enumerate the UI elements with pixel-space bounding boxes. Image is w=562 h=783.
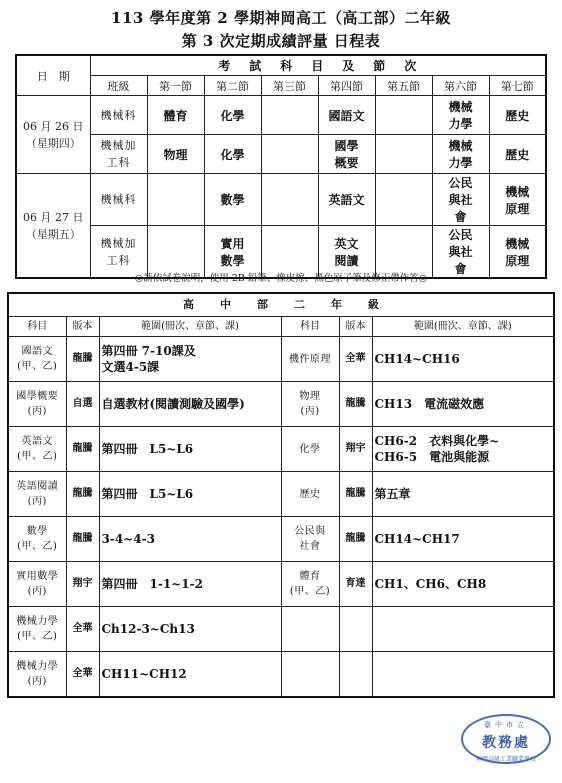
publisher-cell: 全華 (66, 652, 99, 698)
exam-subject-cell: 化學 (204, 135, 261, 174)
range-cell (372, 607, 554, 652)
period-header: 第七節 (489, 76, 546, 96)
subject-cell: 英語閱讀 (丙) (8, 472, 66, 517)
subject-cell: 國學概要 (丙) (8, 382, 66, 427)
date-header: 日 期 (16, 55, 90, 96)
range-row (8, 607, 554, 652)
range-row (8, 337, 554, 382)
exam-subject-cell (375, 96, 432, 135)
exam-header: 考試科目及節次 (90, 55, 546, 76)
col-publisher: 版本 (66, 317, 99, 337)
office-stamp: 臺中市立 教務處 神岡高級工業職業學校 (461, 714, 551, 764)
range-cell: 第五章 (372, 472, 554, 517)
range-row (8, 652, 554, 698)
range-cell: 第四冊 L5~L6 (99, 427, 281, 472)
range-cell: CH14~CH17 (372, 517, 554, 562)
range-row (8, 562, 554, 607)
exam-subject-cell: 公民與社會 (432, 226, 489, 279)
publisher-cell (339, 607, 372, 652)
subject-cell: 實用數學 (丙) (8, 562, 66, 607)
class-cell: 機械科 (90, 96, 147, 135)
date-cell: 06 月 27 日 （星期五） (16, 174, 90, 279)
publisher-cell: 龍騰 (339, 472, 372, 517)
section-title: 高中部二年級 (8, 293, 554, 317)
range-cell: Ch12-3~Ch13 (99, 607, 281, 652)
col-range: 範圍(冊次、章節、課) (99, 317, 281, 337)
exam-subject-cell: 機械原理 (489, 174, 546, 226)
exam-subject-cell: 物理 (147, 135, 204, 174)
exam-schedule-table (15, 54, 547, 279)
range-row (8, 427, 554, 472)
publisher-cell: 龍騰 (66, 427, 99, 472)
exam-subject-cell: 國學概要 (318, 135, 375, 174)
subject-cell (281, 607, 339, 652)
exam-subject-cell (375, 135, 432, 174)
range-cell: 自選教材(閱讀測驗及國學) (99, 382, 281, 427)
subject-cell: 機械力學 (丙) (8, 652, 66, 698)
range-row (8, 472, 554, 517)
exam-subject-cell: 機械原理 (489, 226, 546, 279)
range-row (8, 517, 554, 562)
page-subtitle: 第 3 次定期成績評量 日程表 (181, 32, 381, 50)
subject-cell: 公民與 社會 (281, 517, 339, 562)
publisher-cell: 育達 (339, 562, 372, 607)
exam-subject-cell (261, 135, 318, 174)
schedule-row (16, 174, 546, 226)
range-cell: CH6-2 衣料與化學~ CH6-5 電池與能源 (372, 427, 554, 472)
subject-cell: 物理 (丙) (281, 382, 339, 427)
period-header: 第五節 (375, 76, 432, 96)
subject-cell: 化學 (281, 427, 339, 472)
publisher-cell: 翔宇 (339, 427, 372, 472)
exam-subject-cell: 歷史 (489, 135, 546, 174)
range-cell: 3-4~4-3 (99, 517, 281, 562)
range-cell (372, 652, 554, 698)
schedule-row (16, 135, 546, 174)
exam-subject-cell: 機械力學 (432, 135, 489, 174)
subject-cell: 機械力學 (甲、乙) (8, 607, 66, 652)
col-subject: 科目 (281, 317, 339, 337)
col-range: 範圍(冊次、章節、課) (372, 317, 554, 337)
subject-cell: 英語文 (甲、乙) (8, 427, 66, 472)
publisher-cell: 龍騰 (66, 472, 99, 517)
range-cell: CH1、CH6、CH8 (372, 562, 554, 607)
subject-cell: 歷史 (281, 472, 339, 517)
range-cell: 第四冊 L5~L6 (99, 472, 281, 517)
range-cell: 第四冊 7-10課及 文選4-5課 (99, 337, 281, 382)
exam-subject-cell: 公民與社會 (432, 174, 489, 226)
exam-subject-cell: 歷史 (489, 96, 546, 135)
publisher-cell: 翔宇 (66, 562, 99, 607)
col-subject: 科目 (8, 317, 66, 337)
exam-subject-cell: 體育 (147, 96, 204, 135)
exam-subject-cell (375, 174, 432, 226)
exam-subject-cell: 英語文 (318, 174, 375, 226)
schedule-row (16, 96, 546, 135)
exam-range-table (7, 292, 555, 698)
period-header: 第三節 (261, 76, 318, 96)
period-header: 第四節 (318, 76, 375, 96)
publisher-cell: 龍騰 (339, 382, 372, 427)
exam-subject-cell: 國語文 (318, 96, 375, 135)
date-cell: 06 月 26 日 （星期四） (16, 96, 90, 174)
exam-subject-cell (147, 174, 204, 226)
range-cell: CH11~CH12 (99, 652, 281, 698)
subject-cell: 數學 (甲、乙) (8, 517, 66, 562)
range-cell: CH13 電流磁效應 (372, 382, 554, 427)
subject-cell: 國語文 (甲、乙) (8, 337, 66, 382)
exam-subject-cell (261, 174, 318, 226)
col-publisher: 版本 (339, 317, 372, 337)
period-header: 第六節 (432, 76, 489, 96)
subject-cell: 體育 (甲、乙) (281, 562, 339, 607)
exam-subject-cell: 數學 (204, 174, 261, 226)
publisher-cell: 龍騰 (339, 517, 372, 562)
exam-subject-cell: 化學 (204, 96, 261, 135)
publisher-cell (339, 652, 372, 698)
class-header: 班級 (90, 76, 147, 96)
exam-subject-cell: 機械力學 (432, 96, 489, 135)
subject-cell: 機件原理 (281, 337, 339, 382)
class-cell: 機械加工科 (90, 135, 147, 174)
publisher-cell: 龍騰 (66, 337, 99, 382)
class-cell: 機械加工科 (90, 226, 147, 279)
exam-subject-cell (261, 96, 318, 135)
class-cell: 機械科 (90, 174, 147, 226)
range-row (8, 382, 554, 427)
period-header: 第二節 (204, 76, 261, 96)
period-header: 第一節 (147, 76, 204, 96)
exam-note: ◎請依試卷說明，使用 2B 鉛筆、橡皮擦、黑色原子筆及修正帶作答◎ (134, 273, 428, 284)
publisher-cell: 全華 (339, 337, 372, 382)
subject-cell (281, 652, 339, 698)
range-cell: CH14~CH16 (372, 337, 554, 382)
range-cell: 第四冊 1-1~1-2 (99, 562, 281, 607)
exam-subject-cell: 英文閱讀 (318, 226, 375, 279)
publisher-cell: 龍騰 (66, 517, 99, 562)
page-title: 113 學年度第 2 學期神岡高工（高工部）二年級 (111, 9, 451, 27)
publisher-cell: 全華 (66, 607, 99, 652)
publisher-cell: 自選 (66, 382, 99, 427)
exam-subject-cell: 實用數學 (204, 226, 261, 279)
